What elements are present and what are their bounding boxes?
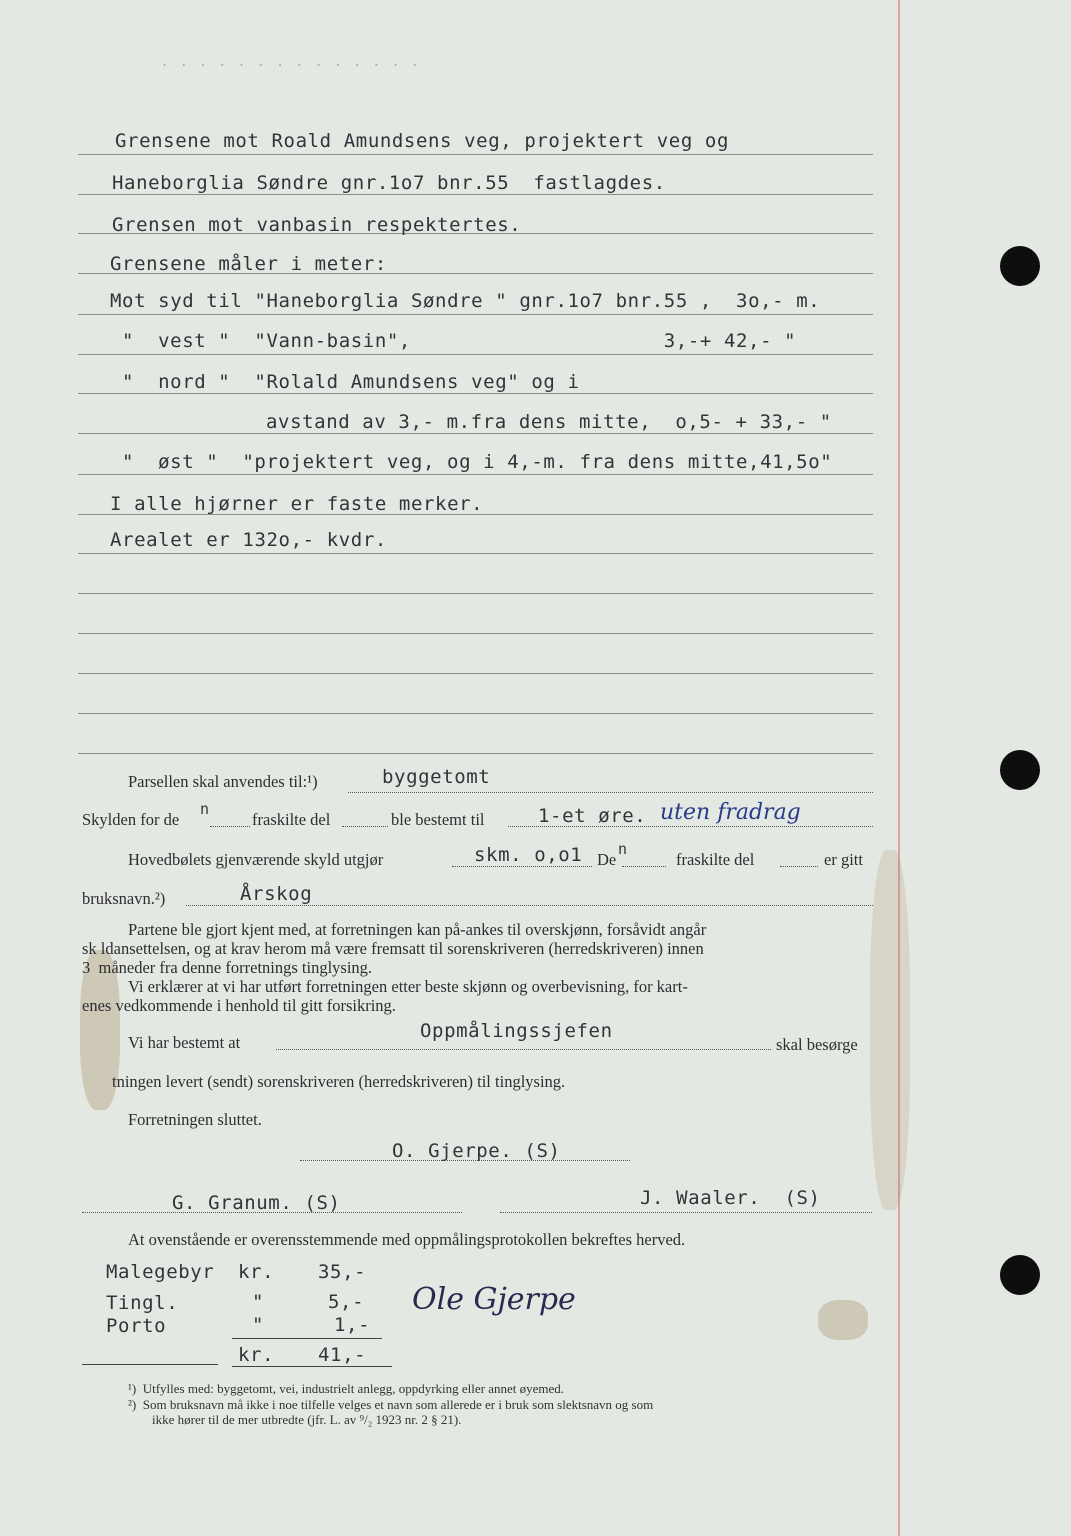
hoved-dots-1 (452, 866, 592, 867)
bruksnavn-dots (186, 905, 873, 906)
para1-line2: sk ldansettelsen, og at krav herom må være fremsatt til sorenskriveren (herredskriveren) innen (82, 939, 704, 958)
bestemt-dots (276, 1049, 771, 1050)
rule-1 (78, 154, 873, 155)
skyld-superscript: n (200, 800, 210, 818)
rule-6 (78, 354, 873, 355)
hoved-dots-2 (622, 866, 666, 867)
hoved-label-b: fraskilte del (676, 850, 755, 869)
skyld-label-b: fraskilte del (252, 810, 331, 829)
hoved-dots-3 (780, 866, 818, 867)
skyld-value: 1-et øre. (538, 805, 647, 827)
boundary-line-4: Grensene måler i meter: (110, 253, 387, 275)
hoved-de: De (597, 850, 617, 869)
rule-12 (78, 593, 873, 594)
para2-line1: Vi erklærer at vi har utført forretningen etter beste skjønn og overbevisning, for kart- (128, 977, 688, 996)
fee-3-currency: " (252, 1314, 265, 1336)
hoved-label: Hovedbølets gjenværende skyld utgjør (128, 850, 384, 869)
bestemt-value: Oppmålingssjefen (420, 1020, 613, 1042)
rule-5 (78, 314, 873, 315)
rule-9 (78, 474, 873, 475)
certification: At ovenstående er overensstemmende med oppmålingsprotokollen bekreftes herved. (128, 1230, 686, 1249)
boundary-line-11: Arealet er 132o,- kvdr. (110, 529, 387, 551)
use-label: Parsellen skal anvendes til:¹) (128, 772, 318, 791)
use-dots (348, 792, 873, 793)
besorge-label: skal besørge (776, 1035, 858, 1054)
boundary-line-3: Grensen mot vanbasin respektertes. (112, 214, 522, 236)
boundary-line-2: Haneborglia Søndre gnr.1o7 bnr.55 fastlagdes. (112, 172, 666, 194)
hoved-superscript: n (618, 840, 628, 858)
hoved-value: skm. o,o1 (474, 844, 583, 866)
signature-3: J. Waaler. (S) (640, 1187, 821, 1209)
rule-8 (78, 433, 873, 434)
bruksnavn-value: Årskog (240, 883, 313, 905)
para1-line3: 3 måneder fra denne forretnings tinglysing. (82, 958, 373, 977)
fee-total-currency: kr. (238, 1344, 275, 1366)
para1-line1: Partene ble gjort kjent med, at forretningen kan på-ankes til overskjønn, forsåvidt angår (128, 920, 707, 939)
signature-1: O. Gjerpe. (S) (392, 1140, 561, 1162)
hoved-label-c: er gitt (824, 850, 863, 869)
rule-16 (78, 753, 873, 754)
handwritten-signature: Ole Gjerpe (412, 1282, 576, 1317)
boundary-line-9: " øst " "projektert veg, og i 4,-m. fra dens mitte,41,5o" (122, 451, 833, 473)
sluttet: Forretningen sluttet. (128, 1110, 262, 1129)
boundary-line-5: Mot syd til "Haneborglia Søndre " gnr.1o7 bnr.55 , 3o,- m. (110, 290, 821, 312)
punch-hole-top (1000, 246, 1040, 286)
para2-line2: enes vedkommende i henhold til gitt forsikring. (82, 996, 396, 1015)
boundary-line-10: I alle hjørner er faste merker. (110, 493, 484, 515)
fee-sum-line (232, 1338, 382, 1339)
rule-11 (78, 553, 873, 554)
boundary-line-6: " vest " "Vann-basin", 3,-+ 42,- " (122, 330, 797, 352)
rule-15 (78, 713, 873, 714)
signature-2: G. Granum. (S) (172, 1192, 341, 1214)
fee-3-label: Porto (106, 1315, 167, 1337)
signature-1-dots (300, 1160, 630, 1161)
skyld-handwritten: uten fradrag (660, 800, 801, 825)
fee-total-amount: 41,- (318, 1344, 367, 1366)
fee-3-amount: 1,- (334, 1314, 371, 1336)
footnote-2b: ikke hører til de mer utbredte (jfr. L. av ⁹/₂ 1923 nr. 2 § 21). (152, 1412, 462, 1427)
fee-1-currency: kr. (238, 1261, 275, 1283)
rule-14 (78, 673, 873, 674)
fee-2-amount: 5,- (328, 1291, 365, 1313)
signature-2-dots (82, 1212, 462, 1213)
faint-header: . . . . . . . . . . . . . . (160, 52, 421, 70)
skyld-dots-2 (342, 826, 388, 827)
boundary-line-1: Grensene mot Roald Amundsens veg, projektert veg og (115, 130, 729, 152)
boundary-line-7: " nord " "Rolald Amundsens veg" og i (122, 371, 580, 393)
fee-total-underline (232, 1366, 392, 1367)
punch-hole-bottom (1000, 1255, 1040, 1295)
signature-3-dots (500, 1212, 872, 1213)
stain-bottom (818, 1300, 868, 1340)
punch-hole-middle (1000, 750, 1040, 790)
use-value: byggetomt (382, 766, 491, 788)
red-margin-line (898, 0, 900, 1536)
skyld-label-a: Skylden for de (82, 810, 180, 829)
rule-7 (78, 393, 873, 394)
fee-1-amount: 35,- (318, 1261, 367, 1283)
fee-2-currency: " (252, 1291, 265, 1313)
footnote-1: ¹) Utfylles med: byggetomt, vei, industrielt anlegg, oppdyrking eller annet øyemed. (128, 1381, 565, 1396)
bestemt-label: Vi har bestemt at (128, 1033, 241, 1052)
skyld-label-c: ble bestemt til (391, 810, 485, 829)
rule-13 (78, 633, 873, 634)
levert-line: tningen levert (sendt) sorenskriveren (herredskriveren) til tinglysing. (112, 1072, 566, 1091)
fee-1-label: Malegebyr (106, 1261, 215, 1283)
skyld-dots-1 (210, 826, 250, 827)
rule-2 (78, 194, 873, 195)
stain-right (870, 850, 910, 1210)
fee-left-line (82, 1364, 218, 1365)
boundary-line-8: avstand av 3,- m.fra dens mitte, o,5- + 33,- " (266, 411, 832, 433)
bruksnavn-label: bruksnavn.²) (82, 889, 166, 908)
footnote-2a: ²) Som bruksnavn må ikke i noe tilfelle velges et navn som allerede er i bruk som slektsnavn og som (128, 1397, 654, 1412)
fee-2-label: Tingl. (106, 1292, 179, 1314)
